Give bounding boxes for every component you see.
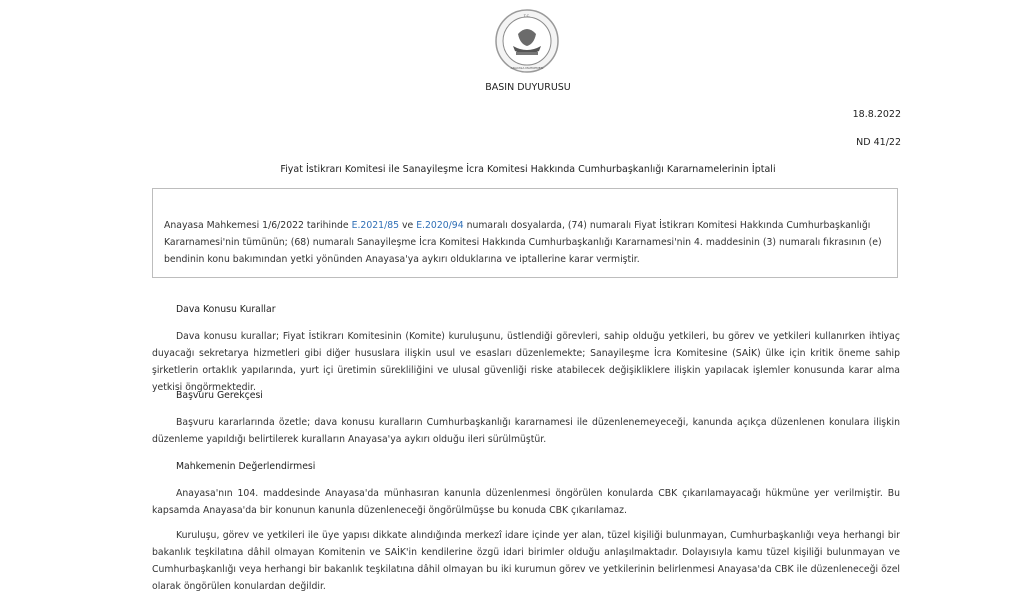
- paragraph: Başvuru kararlarında özetle; dava konusu kuralların Cumhurbaşkanlığı kararnamesi ile düzenlenemeyeceği, kanunda açıkça düzenlenen konulara ilişkin düzenleme yapıldığı belirtilerek kuralların Anayasa'ya aykırı olduğu ileri sürülmüştür.: [152, 417, 900, 445]
- section-title-basvuru-gerekcesi: Başvuru Gerekçesi: [176, 390, 263, 401]
- summary-text: ve: [399, 220, 417, 231]
- case-link-e2021-85[interactable]: E.2021/85: [351, 220, 400, 231]
- summary-text: numaralı dosyalarda, (74) numaralı Fiyat İstikrarı Komitesi Hakkında Cumhurbaşkanlığı Kararnamesi'nin tümünün; (68) numaralı Sanayileşme İcra Komitesi Hakkında Cumhurbaşkanlığı Kararnamesi'nin 4. maddesinin (3) numaralı fıkrasının (e) bendinin konu bakımından yetki yönünden Anayasa'ya aykırı olduklarına ve iptallerine karar vermiştir.: [164, 220, 882, 265]
- section-title-mahkeme-degerlendirmesi: Mahkemenin Değerlendirmesi: [176, 461, 316, 472]
- summary-box: [152, 188, 898, 278]
- svg-text:T.C.: T.C.: [523, 14, 531, 18]
- paragraph: Kuruluşu, görev ve yetkileri ile üye yapısı dikkate alındığında merkezî idare içinde yer alan, tüzel kişiliği bulunmayan, Cumhurbaşkanlığı veya herhangi bir bakanlık teşkilatına dâhil olmayan Komitenin ve SAİK'in kendilerine özgü idari birimler olduğu anlaşılmaktadır. Dolayısıyla kamu tüzel kişiliği bulunmayan ve Cumhurbaşkanlığı veya herhangi bir bakanlık teşkilatına dâhil olmayan bu iki kurumun görev ve yetkilerinin belirlenmesi Anayasa'da CBK ile düzenleneceği özel olarak öngörülen konulardan değildir.: [152, 530, 900, 592]
- paragraph: Anayasa'nın 104. maddesinde Anayasa'da münhasıran kanunla düzenlenmesi öngörülen konularda CBK çıkarılamayacağı hükmüne yer verilmiştir. Bu kapsamda Anayasa'da bir konunun kanunla düzenleneceği öngörülmüşse bu konuda CBK çıkarılamaz.: [152, 488, 900, 516]
- constitutional-court-seal-icon: [494, 8, 560, 74]
- section-title-dava-konusu: Dava Konusu Kurallar: [176, 304, 276, 315]
- document-date: 18.8.2022: [852, 109, 901, 120]
- summary-text: Anayasa Mahkemesi 1/6/2022 tarihinde: [164, 220, 352, 231]
- paragraph: Dava konusu kurallar; Fiyat İstikrarı Komitesinin (Komite) kuruluşunu, üstlendiği görevleri, sahip olduğu yetkileri, bu görev ve yetkileri kullanırken ihtiyaç duyacağı sekretarya hizmetleri gibi diğer hususlara ilişkin usul ve esasları düzenlemekte; Sanayileşme İcra Komitesine (SAİK) ülke için kritik öneme sahip şirketlerin ortaklık yapılarında, yurt içi üretimin sürekliliğini ve ulusal güvenliği riske atabilecek değişikliklere ilişkin yapılacak işlemler konusunda karar alma yetkisi öngörmektedir.: [152, 331, 900, 393]
- svg-text:ANAYASA MAHKEMESİ: ANAYASA MAHKEMESİ: [510, 66, 544, 70]
- document-title: BASIN DUYURUSU: [485, 82, 571, 93]
- document-subject: Fiyat İstikrarı Komitesi ile Sanayileşme İcra Komitesi Hakkında Cumhurbaşkanlığı Kararnamelerinin İptali: [280, 164, 776, 175]
- document-reference: ND 41/22: [856, 137, 901, 148]
- case-link-e2020-94[interactable]: E.2020/94: [416, 220, 464, 231]
